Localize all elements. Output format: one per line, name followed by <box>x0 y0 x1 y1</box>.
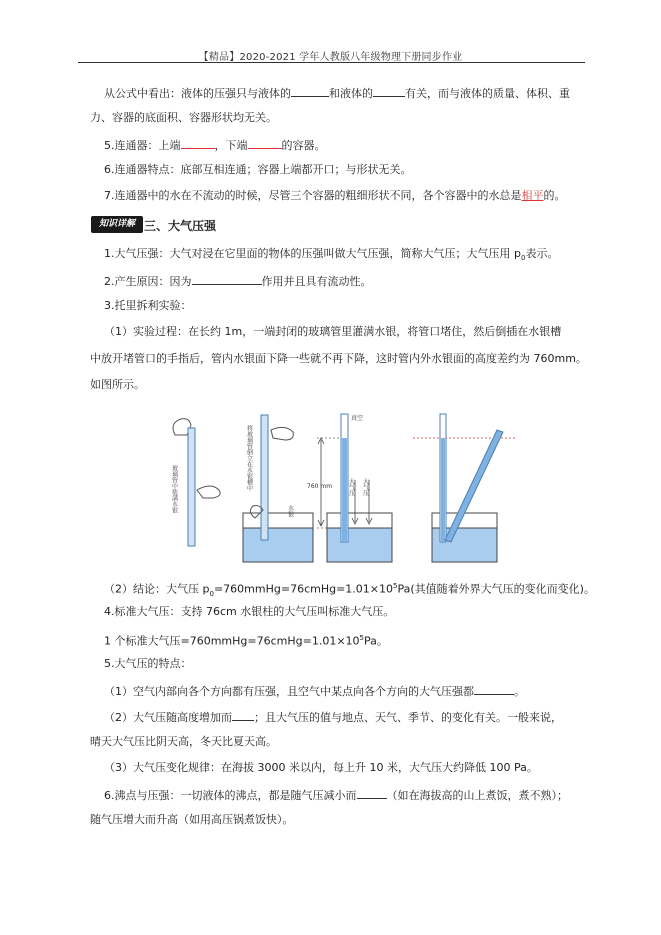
panel-invert-tube <box>243 415 313 562</box>
torricelli-process: （1）实验过程：在长约 1m，一端封闭的玻璃管里灌满水银，将管口堵住，然后倒插在水银槽 <box>104 325 562 338</box>
torricelli-heading: 3.托里拆利实验： <box>104 299 192 312</box>
atm-feature-2-cont: 晴天大气压比阴天高，冬天比夏天高。 <box>90 735 277 748</box>
text: 7.连通器中的水在不流动的时候，尽管三个容器的粗细形状不同，各个容器中的水总是 <box>104 189 522 202</box>
text: 和液体的 <box>329 87 373 100</box>
superscript: 5 <box>359 634 365 642</box>
header-divider <box>78 62 585 63</box>
text: 表示。 <box>525 247 559 260</box>
text: 6.沸点与压强：一切液体的沸点，都是随气压减小而 <box>104 789 357 802</box>
subscript: 0 <box>209 589 214 598</box>
blank-7[interactable] <box>232 708 254 721</box>
boiling-point-line <box>104 786 568 804</box>
text: 的容器。 <box>281 139 326 152</box>
page-header: 【精品】2020-2021 学年人教版八年级物理下册同步作业 <box>198 52 463 63</box>
label-mercury: 水银 <box>286 505 294 517</box>
subscript: 0 <box>520 254 526 263</box>
standard-atm-value <box>104 630 388 650</box>
label-invert: 将玻璃管倒立在水银槽中 <box>245 425 253 491</box>
text: 1.大气压强：大气对浸在它里面的物体的压强叫做大气压强，简称大气压；大气压用 p <box>104 247 521 260</box>
boiling-point-cont: 随气压增大而升高（如用高压锅煮饭快）。 <box>90 813 294 826</box>
text: （2）结论：大气压 p <box>104 582 210 596</box>
panel-tilted <box>413 414 517 562</box>
text: 5.连通器：上端 <box>104 139 181 152</box>
text: =760mmHg=76cmHg=1.01×10 <box>213 582 394 596</box>
blank-6[interactable] <box>474 682 514 695</box>
atm-feature-3: （3）大气压变化规律：在海拔 3000 米以内，每上升 10 米，大气压大约降低 100 Pa。 <box>104 761 538 774</box>
text: 1 个标准大气压=760mmHg=76cmHg=1.01×10 <box>104 634 360 648</box>
text: 2.产生原因：因为 <box>104 275 192 288</box>
connector-features: 6.连通器特点：底部互相连通；容器上端都开口；与形状无关。 <box>104 163 412 176</box>
superscript: 5 <box>393 582 398 590</box>
text: 的。 <box>543 189 566 202</box>
label-fill: 玻璃管中装满水银 <box>170 465 178 513</box>
atm-feature-2 <box>104 708 562 726</box>
label-760: 760 mm <box>307 483 333 490</box>
label-vacuum: 真空 <box>351 415 364 422</box>
atm-definition <box>104 246 558 266</box>
label-atm-1: 大气压 <box>347 478 355 496</box>
answer-level: 相平 <box>521 189 544 202</box>
text: 。 <box>514 685 525 698</box>
connector-definition <box>104 136 326 154</box>
knowledge-badge: 知识详解 <box>91 216 143 233</box>
text: 作用并且具有流动性。 <box>261 275 372 288</box>
text: 有关，而与液体的质量、体积、重 <box>405 87 570 100</box>
section-title: 三、大气压强 <box>144 219 217 233</box>
text: （如在海拔高的山上煮饭，煮不熟）； <box>386 789 568 802</box>
text: （1）空气内部向各个方向都有压强，且空气中某点向各个方向的大气压强都 <box>104 685 474 698</box>
text: Pa。 <box>364 634 388 648</box>
panel-column <box>307 414 392 562</box>
torricelli-figure <box>155 410 520 575</box>
label-atm-2: 大气压 <box>361 478 369 496</box>
blank-3[interactable] <box>181 136 215 149</box>
torricelli-figure-ref: 如图所示。 <box>90 378 145 391</box>
atm-features-heading: 5.大气压的特点： <box>104 657 192 670</box>
blank-8[interactable] <box>357 786 387 799</box>
torricelli-conclusion <box>104 578 595 602</box>
text: ，下端 <box>214 139 248 152</box>
blank-5[interactable] <box>192 272 262 285</box>
atm-feature-1 <box>104 682 525 700</box>
connector-level <box>104 188 566 204</box>
blank-4[interactable] <box>248 136 282 149</box>
text: Pa(其值随着外界大气压的变化而变化)。 <box>397 582 595 596</box>
text: ；且大气压的值与地点、天气、季节、的变化有关。一般来说， <box>254 711 562 724</box>
text: （2）大气压随高度增加而 <box>104 711 232 724</box>
blank-2[interactable] <box>373 84 405 97</box>
formula-note-line <box>104 84 570 102</box>
text: 从公式中看出：液体的压强只与液体的 <box>104 87 291 100</box>
atm-cause <box>104 272 372 290</box>
torricelli-process-cont: 中放开堵管口的手指后，管内水银面下降一些就不再下降，这时管内外水银面的高度差约为 760mm。 <box>90 352 587 365</box>
panel-fill-tube <box>171 419 221 546</box>
formula-note-cont: 力、容器的底面积、容器形状均无关。 <box>90 111 277 124</box>
blank-1[interactable] <box>291 84 329 97</box>
standard-atm: 4.标准大气压：支持 76cm 水银柱的大气压叫标准大气压。 <box>104 605 395 618</box>
